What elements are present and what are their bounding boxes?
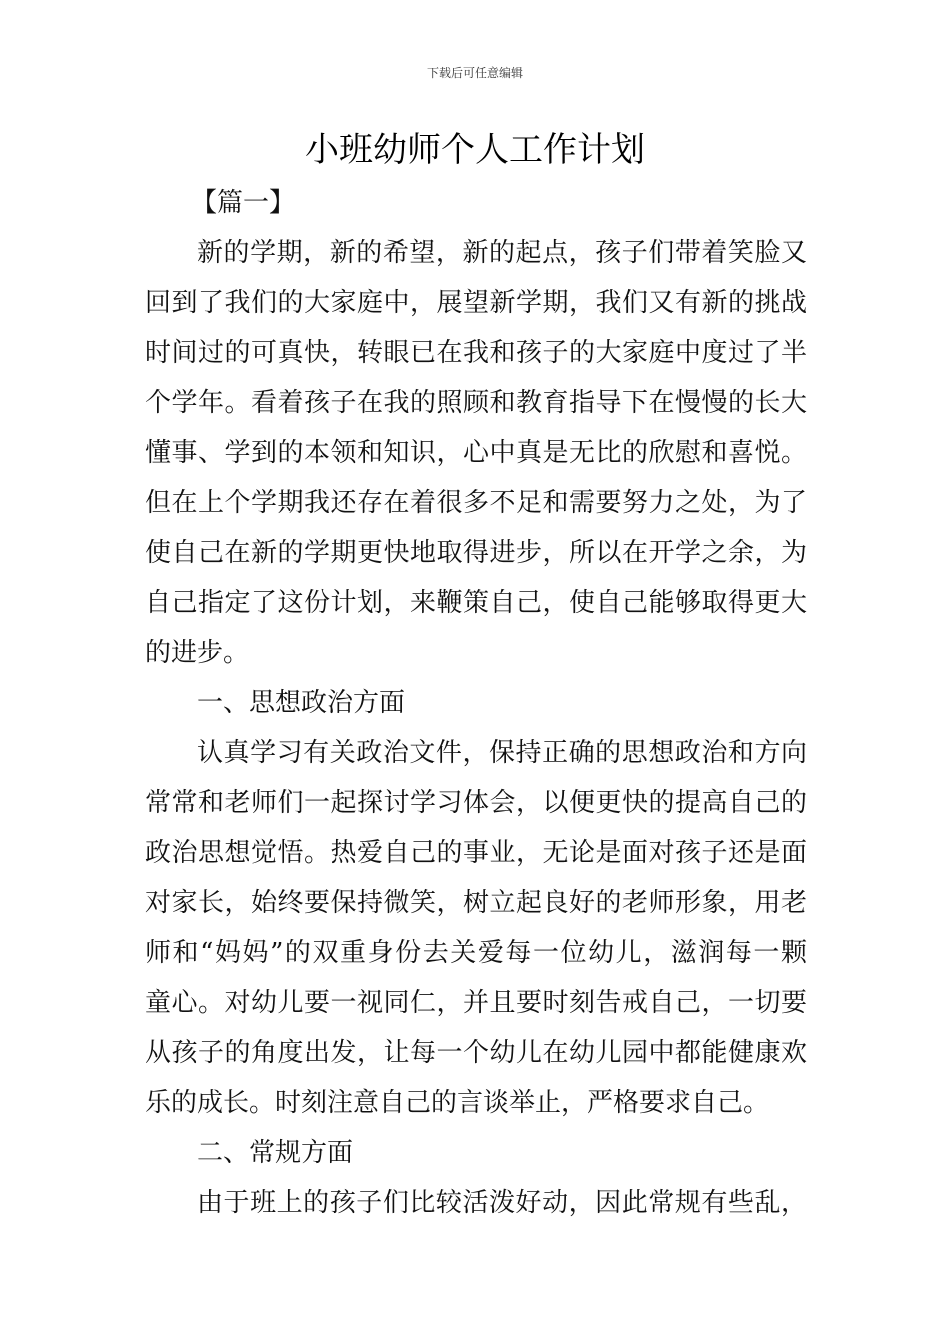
body-line: 认真学习有关政治文件，保持正确的思想政治和方向 (197, 738, 807, 768)
document-title: 小班幼师个人工作计划 (305, 130, 645, 170)
section-heading: 一、思想政治方面 (197, 688, 406, 718)
section-heading: 二、常规方面 (197, 1138, 354, 1168)
document-body (145, 178, 807, 1228)
body-line: 从孩子的角度出发，让每一个幼儿在幼儿园中都能健康欢 (145, 1038, 807, 1068)
body-line: 新的学期，新的希望，新的起点，孩子们带着笑脸又 (197, 238, 807, 268)
body-line: 回到了我们的大家庭中，展望新学期，我们又有新的挑战 (145, 288, 807, 318)
body-line: 乐的成长。时刻注意自己的言谈举止，严格要求自己。 (145, 1088, 770, 1118)
body-line: 自己指定了这份计划，来鞭策自己，使自己能够取得更大 (145, 588, 807, 618)
section-marker: 【篇一】 (191, 188, 296, 218)
body-line: 但在上个学期我还存在着很多不足和需要努力之处，为了 (145, 488, 807, 518)
body-line: 师和“妈妈”的双重身份去关爱每一位幼儿，滋润每一颗 (145, 938, 807, 968)
body-line: 童心。对幼儿要一视同仁，并且要时刻告戒自己，一切要 (145, 988, 807, 1018)
body-line: 使自己在新的学期更快地取得进步，所以在开学之余，为 (145, 538, 807, 568)
body-line: 常常和老师们一起探讨学习体会，以便更快的提高自己的 (145, 788, 807, 818)
body-line: 个学年。看着孩子在我的照顾和教育指导下在慢慢的长大 (145, 388, 807, 418)
body-line: 由于班上的孩子们比较活泼好动，因此常规有些乱， (197, 1188, 807, 1218)
body-line: 对家长，始终要保持微笑，树立起良好的老师形象，用老 (145, 888, 807, 918)
page-header-note: 下载后可任意编辑 (426, 66, 523, 80)
body-line: 政治思想觉悟。热爱自己的事业，无论是面对孩子还是面 (145, 838, 807, 868)
body-line: 懂事、学到的本领和知识，心中真是无比的欣慰和喜悦。 (145, 438, 807, 468)
body-line: 的进步。 (145, 638, 250, 668)
body-line: 时间过的可真快，转眼已在我和孩子的大家庭中度过了半 (145, 338, 807, 368)
